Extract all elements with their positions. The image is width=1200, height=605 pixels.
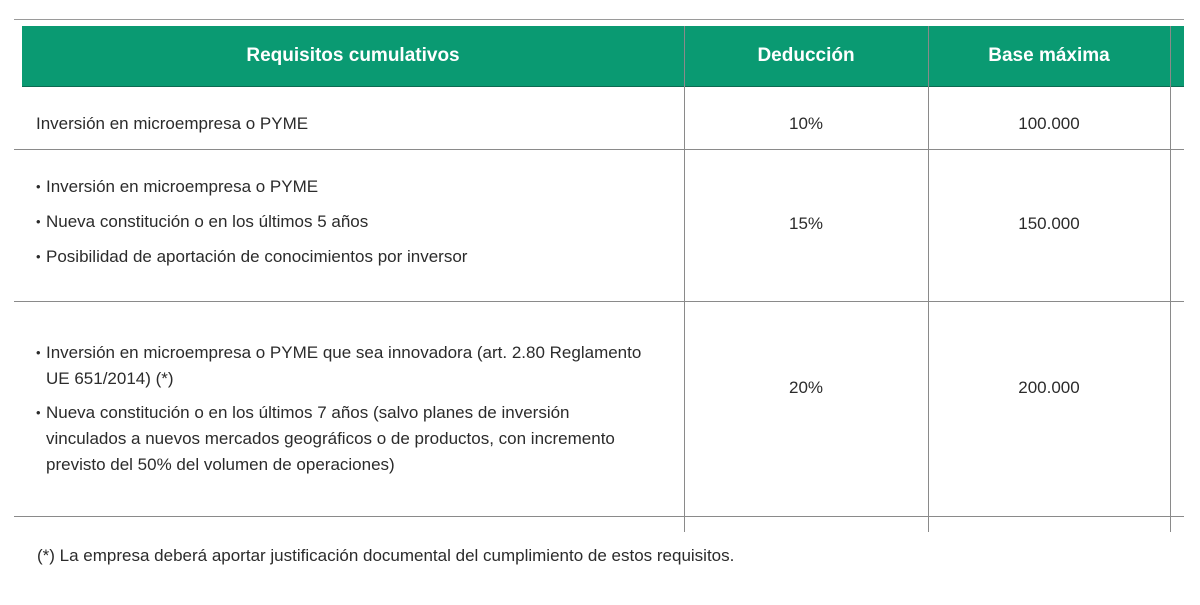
header-requirements: Requisitos cumulativos bbox=[246, 45, 460, 66]
row-divider bbox=[14, 516, 1184, 517]
list-item: • Inversión en microempresa o PYME bbox=[36, 174, 676, 200]
row-divider bbox=[14, 301, 1184, 302]
row-divider bbox=[14, 149, 1184, 150]
list-item: • Posibilidad de aportación de conocimientos por inversor bbox=[36, 244, 676, 270]
header-deduction: Deducción bbox=[757, 45, 855, 66]
list-item: • Nueva constitución o en los últimos 7 años (salvo planes de inversión vinculados a nuevos mercados geográficos o de productos, con incremento previsto del 50% del volumen de operaciones) bbox=[36, 400, 654, 478]
table-row-2-deduction: 15% bbox=[788, 214, 824, 233]
table-row-1-base: 100.000 bbox=[1018, 114, 1080, 133]
column-divider bbox=[928, 26, 929, 532]
list-item: • Inversión en microempresa o PYME que sea innovadora (art. 2.80 Reglamento UE 651/2014) (*) bbox=[36, 340, 654, 392]
table-row-3-requirements bbox=[36, 340, 654, 486]
table-row-1-requirements: Inversión en microempresa o PYME bbox=[36, 114, 309, 133]
column-divider bbox=[684, 26, 685, 532]
footnote: (*) La empresa deberá aportar justificación documental del cumplimiento de estos requisitos. bbox=[37, 546, 735, 565]
table-row-3-base: 200.000 bbox=[1018, 378, 1080, 397]
list-item: • Nueva constitución o en los últimos 5 años bbox=[36, 209, 676, 235]
table-row-3-deduction: 20% bbox=[788, 378, 824, 397]
table-row-2-base: 150.000 bbox=[1018, 214, 1080, 233]
table-row-2-requirements bbox=[36, 174, 676, 270]
header-base: Base máxima bbox=[988, 45, 1110, 66]
deductions-table bbox=[14, 26, 1184, 532]
table-row-1-deduction: 10% bbox=[788, 114, 824, 133]
table-header bbox=[22, 26, 1184, 87]
top-rule bbox=[14, 19, 1184, 20]
column-divider bbox=[1170, 26, 1171, 532]
